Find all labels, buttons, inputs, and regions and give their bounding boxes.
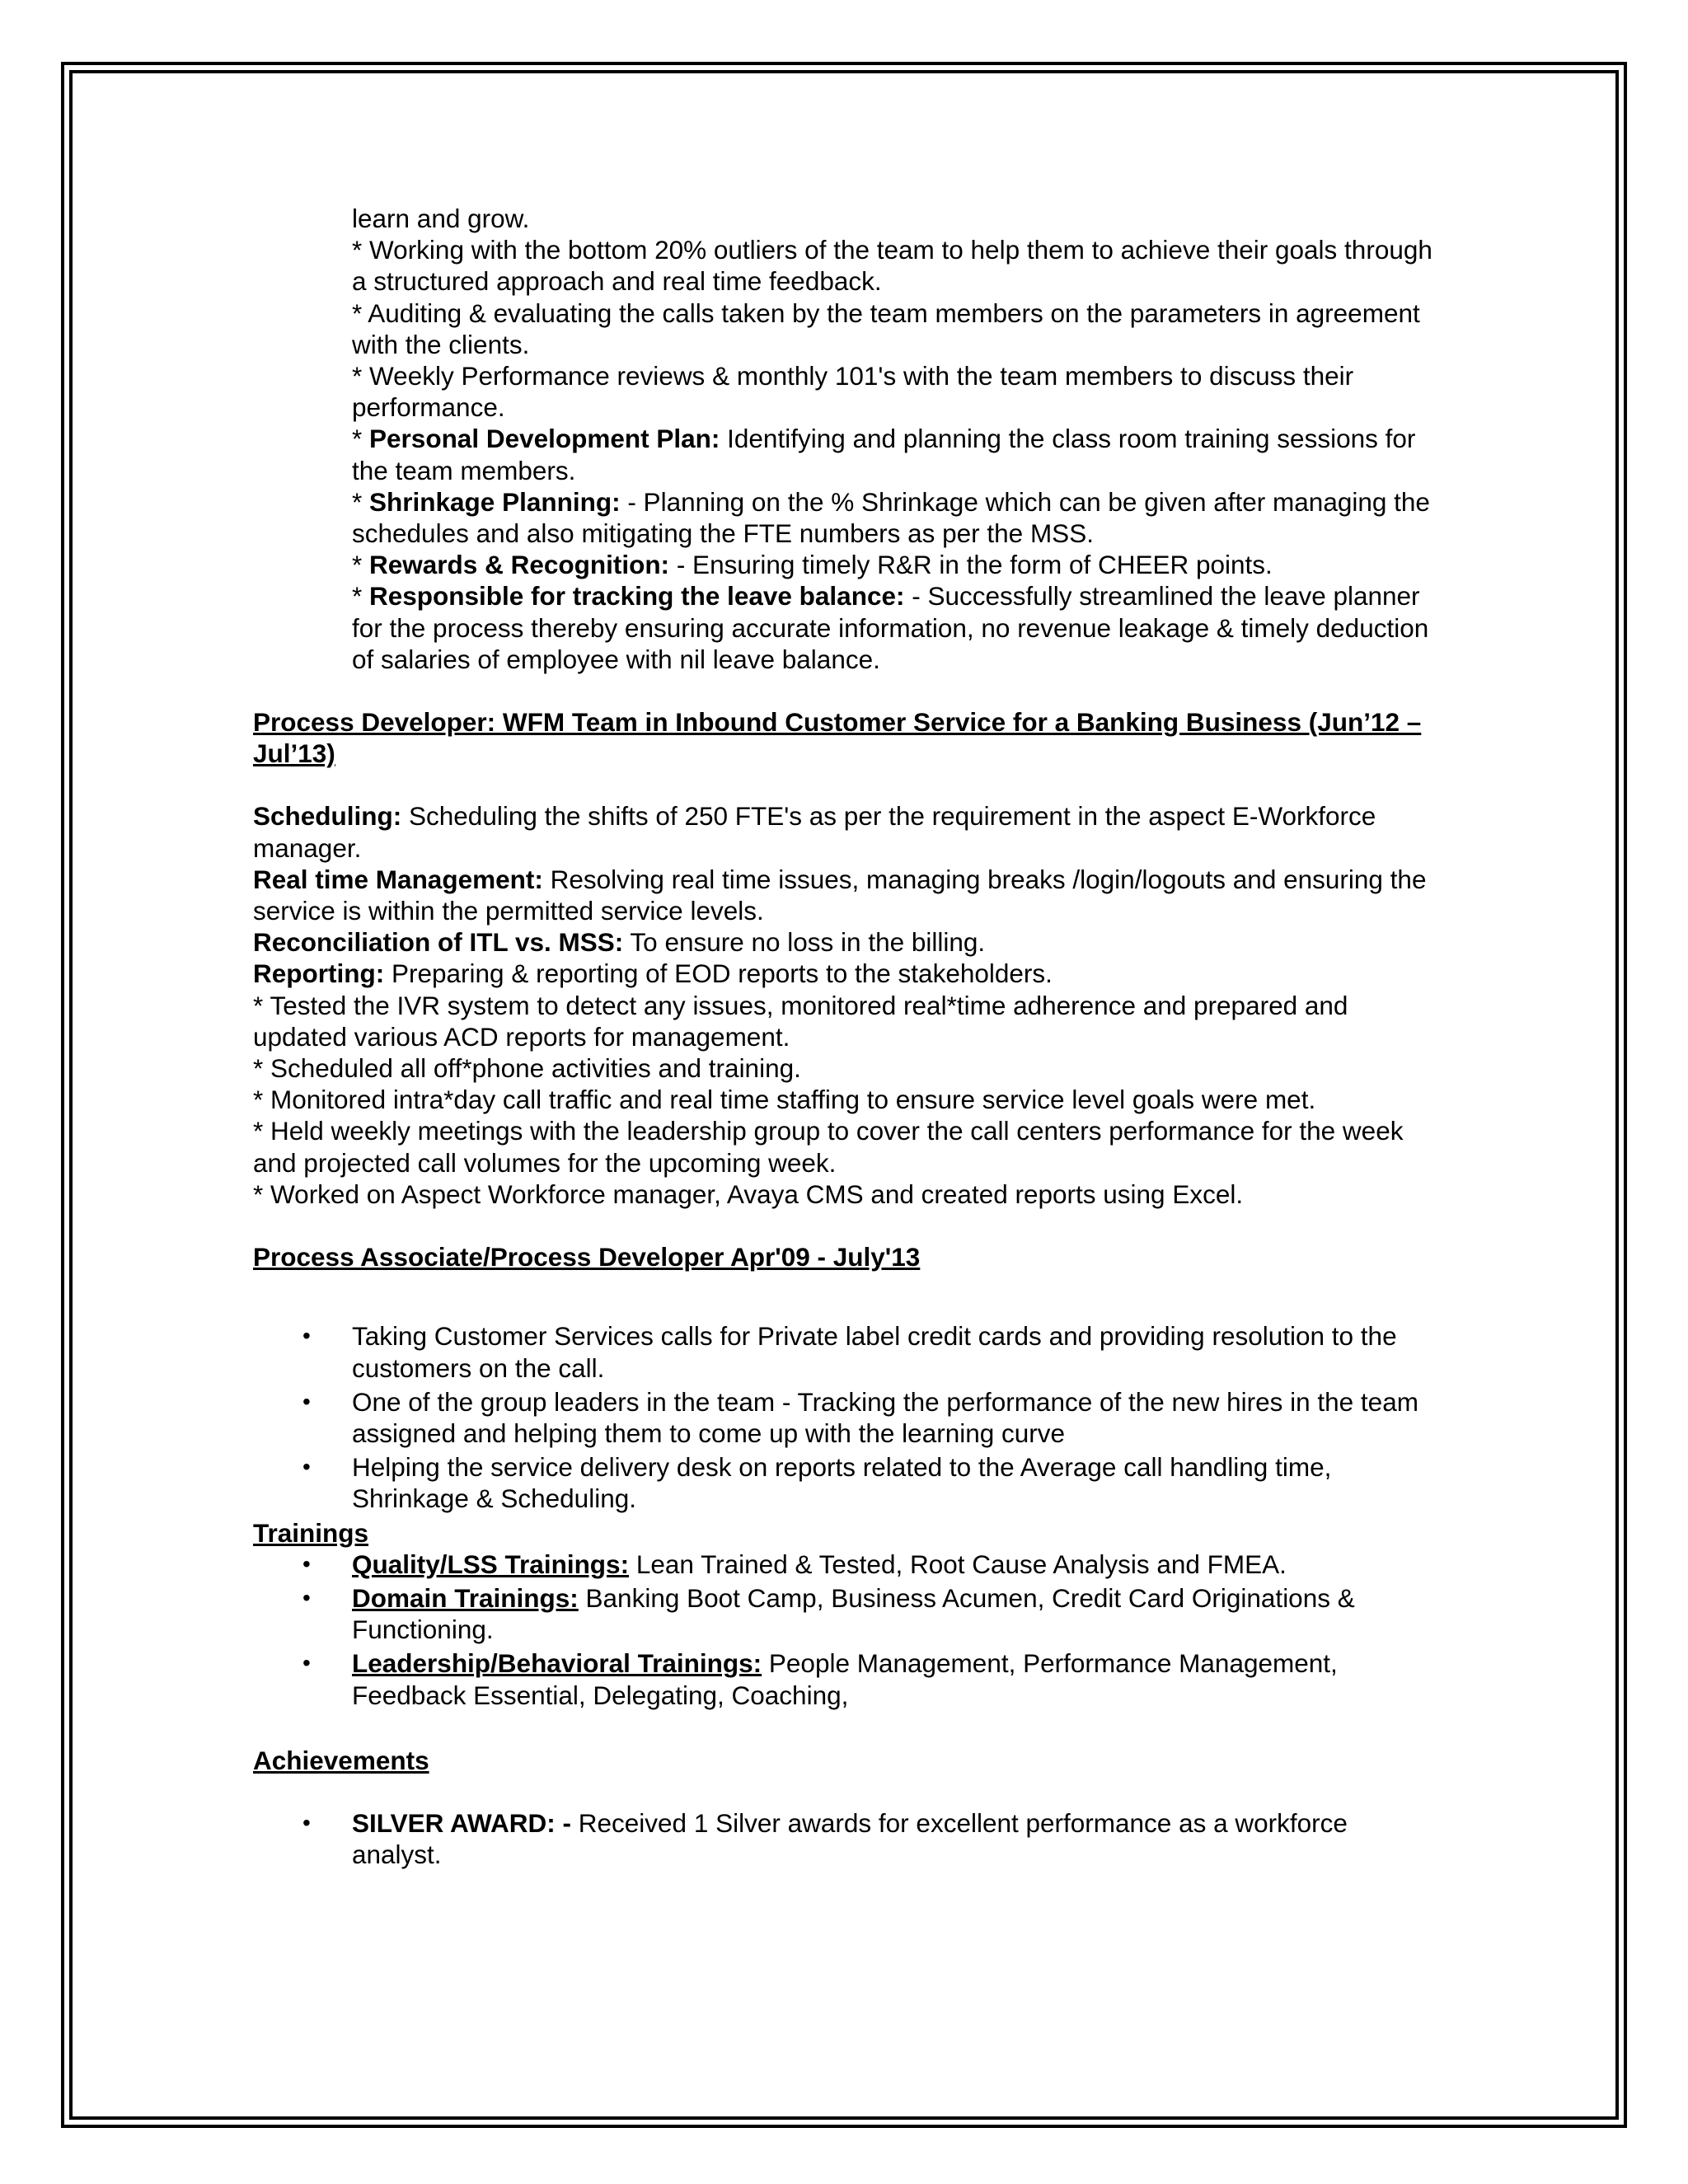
intro-line: * Auditing & evaluating the calls taken by the team members on the parameters in agreement with the clients.: [352, 298, 1420, 359]
intro-line: * Working with the bottom 20% outliers of the team to help them to achieve their goals through a structured approach and real time feedback.: [352, 235, 1432, 297]
star-item: * Held weekly meetings with the leadership group to cover the call centers performance for the week and projected call volumes for the upcoming week.: [253, 1116, 1404, 1178]
item-label: Scheduling:: [253, 801, 402, 832]
bullet-icon: •: [302, 1323, 311, 1349]
intro-block: [253, 203, 1440, 675]
training-label: Leadership/Behavioral Trainings:: [352, 1648, 762, 1679]
intro-bold-item: * Rewards & Recognition: - Ensuring timely R&R in the form of CHEER points.: [352, 550, 1273, 580]
intro-bold-item: * Personal Development Plan: Identifying and planning the class room training sessions for the team members.: [352, 424, 1416, 485]
item-label: Responsible for tracking the leave balance:: [369, 581, 905, 612]
list-item: • Helping the service delivery desk on reports related to the Average call handling time, Shrinkage & Scheduling.: [302, 1452, 1332, 1514]
section-heading: Process Developer: WFM Team in Inbound Customer Service for a Banking Business (Jun’12 – Jul’13): [253, 707, 1422, 769]
achievements-heading: Achievements: [253, 1745, 429, 1775]
spacer: [253, 1304, 1440, 1320]
bullet-icon: •: [302, 1584, 311, 1610]
resume-content: [253, 203, 1440, 1870]
spacer: [253, 769, 1440, 800]
bullet-icon: •: [302, 1550, 311, 1577]
item-label: Personal Development Plan:: [369, 424, 720, 454]
section-heading: Process Associate/Process Developer Apr'09 - July'13: [253, 1242, 921, 1272]
item-label: Rewards & Recognition:: [369, 550, 670, 580]
intro-line: * Weekly Performance reviews & monthly 101's with the team members to discuss their performance.: [352, 361, 1354, 423]
section2-bullets: [253, 1320, 1440, 1514]
item-label: Real time Management:: [253, 864, 543, 894]
spacer: [253, 1713, 1440, 1745]
bold-item: Real time Management: Resolving real time issues, managing breaks /login/logouts and ensuring the service is within the permitted service levels.: [253, 864, 1427, 926]
star-item: * Scheduled all off*phone activities and training.: [253, 1053, 801, 1084]
intro-line: learn and grow.: [352, 204, 530, 233]
list-item: • SILVER AWARD: - Received 1 Silver awards for excellent performance as a workforce analyst.: [302, 1807, 1348, 1870]
achievement-label: SILVER AWARD: -: [352, 1807, 571, 1838]
bold-item: Scheduling: Scheduling the shifts of 250 FTE's as per the requirement in the aspect E-Workforce manager.: [253, 801, 1376, 863]
training-label: Quality/LSS Trainings:: [352, 1549, 630, 1579]
star-item: * Tested the IVR system to detect any issues, monitored real*time adherence and prepared and updated various ACD reports for management.: [253, 990, 1348, 1052]
section1-body: [253, 800, 1440, 1210]
bullet-icon: •: [302, 1650, 311, 1676]
spacer: [253, 675, 1440, 706]
list-item: • Taking Customer Services calls for Private label credit cards and providing resolution to the customers on the call.: [302, 1321, 1397, 1383]
trainings-list: [253, 1549, 1440, 1711]
item-label: Reconciliation of ITL vs. MSS:: [253, 927, 624, 958]
bullet-icon: •: [302, 1388, 311, 1414]
trainings-heading: Trainings: [253, 1517, 369, 1548]
spacer: [253, 1272, 1440, 1304]
item-label: Reporting:: [253, 958, 385, 989]
bold-item: Reconciliation of ITL vs. MSS: To ensure no loss in the billing.: [253, 927, 986, 958]
list-item: • Leadership/Behavioral Trainings: People Management, Performance Management, Feedback Essential, Delegating, Coaching,: [302, 1648, 1338, 1710]
spacer: [253, 1210, 1440, 1241]
bullet-icon: •: [302, 1809, 311, 1835]
spacer: [253, 1776, 1440, 1807]
list-item: • Domain Trainings: Banking Boot Camp, Business Acumen, Credit Card Originations & Functioning.: [302, 1582, 1355, 1645]
item-label: Shrinkage Planning:: [369, 486, 621, 517]
list-item: • One of the group leaders in the team - Tracking the performance of the new hires in the team assigned and helping them to come up with the learning curve: [302, 1386, 1418, 1448]
list-item: • Quality/LSS Trainings: Lean Trained & Tested, Root Cause Analysis and FMEA.: [302, 1549, 1287, 1579]
star-item: * Monitored intra*day call traffic and real time staffing to ensure service level goals were met.: [253, 1085, 1316, 1115]
star-item: * Worked on Aspect Workforce manager, Avaya CMS and created reports using Excel.: [253, 1179, 1244, 1209]
training-label: Domain Trainings:: [352, 1582, 579, 1613]
achievements-list: [253, 1807, 1440, 1870]
intro-bold-item: * Responsible for tracking the leave balance: - Successfully streamlined the leave planner for the process thereby ensuring accurate information, no revenue leakage & timely deduction of salaries of employee with nil leave balance.: [352, 581, 1429, 674]
bullet-icon: •: [302, 1454, 311, 1480]
bold-item: Reporting: Preparing & reporting of EOD reports to the stakeholders.: [253, 958, 1053, 989]
intro-bold-item: * Shrinkage Planning: - Planning on the % Shrinkage which can be given after managing the schedules and also mitigating the FTE numbers as per the MSS.: [352, 486, 1430, 549]
